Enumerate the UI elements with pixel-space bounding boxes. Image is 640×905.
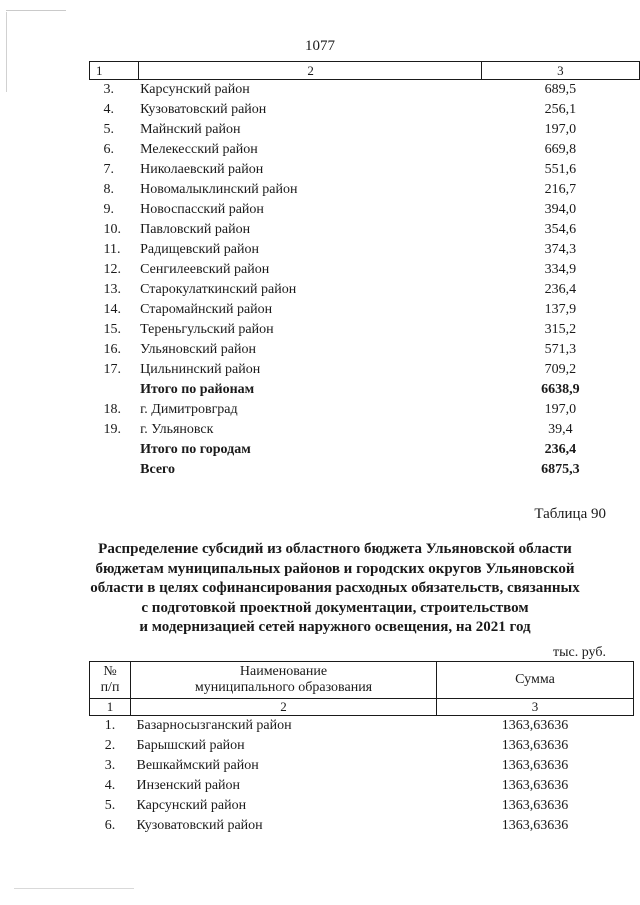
table-row [90, 260, 640, 280]
row-number: 7. [103, 162, 114, 177]
row-value: 1363,63636 [501, 818, 569, 833]
scan-mark [14, 888, 134, 889]
table-row [90, 240, 640, 260]
table-row [90, 460, 640, 480]
row-value: 315,2 [544, 322, 577, 337]
table-header-row [90, 62, 640, 80]
row-number: 3. [104, 758, 116, 773]
row-value: 1363,63636 [501, 758, 569, 773]
table-row [90, 796, 634, 816]
header-sum: Сумма [437, 662, 634, 699]
row-name: Итого по городам [140, 442, 251, 457]
row-value: 197,0 [544, 402, 577, 417]
row-value: 689,5 [544, 82, 577, 97]
row-name: Сенгилеевский район [140, 262, 270, 277]
row-number: 14. [103, 302, 121, 317]
row-number: 17. [103, 362, 121, 377]
table-row [90, 220, 640, 240]
row-name: Кузоватовский район [136, 818, 263, 833]
table-row [90, 420, 640, 440]
header-line: муниципального образования [194, 680, 373, 695]
row-name: Майнский район [140, 122, 241, 137]
row-name: Старокулаткинский район [140, 282, 297, 297]
table-row [90, 160, 640, 180]
row-value: 394,0 [544, 202, 577, 217]
header-col-2: 2 [138, 62, 481, 80]
row-name: г. Ульяновск [140, 422, 214, 437]
table-row [90, 816, 634, 836]
table-row [90, 180, 640, 200]
header-line: № [103, 664, 117, 679]
row-value: 709,2 [544, 362, 577, 377]
row-number: 19. [103, 422, 121, 437]
row-name: Николаевский район [140, 162, 264, 177]
row-value: 354,6 [544, 222, 577, 237]
table-row [90, 120, 640, 140]
row-number: 6. [103, 142, 114, 157]
row-number: 11. [103, 242, 121, 257]
row-name: Цильнинский район [140, 362, 261, 377]
row-name: Карсунский район [136, 798, 247, 813]
table-row [90, 776, 634, 796]
row-name: Радищевский район [140, 242, 259, 257]
table-row [90, 320, 640, 340]
row-name: Итого по районам [140, 382, 255, 397]
row-value: 1363,63636 [501, 778, 569, 793]
row-value: 1363,63636 [501, 798, 569, 813]
row-number: 4. [104, 778, 116, 793]
row-value: 137,9 [544, 302, 577, 317]
table-row [90, 440, 640, 460]
caption-line: с подготовкой проектной документации, строительством [141, 599, 529, 616]
subsidy-table-90 [89, 661, 634, 836]
header-number [90, 662, 131, 699]
header-name [131, 662, 437, 699]
table-row [90, 300, 640, 320]
row-name: Мелекесский район [140, 142, 258, 157]
table-row [90, 140, 640, 160]
subsidy-table-continuation [89, 61, 640, 480]
row-number [90, 440, 139, 460]
table-row [90, 756, 634, 776]
row-value: 669,8 [544, 142, 577, 157]
row-value: 571,3 [544, 342, 577, 357]
row-number: 1. [104, 718, 116, 733]
row-name: Карсунский район [140, 82, 250, 97]
table-row [90, 80, 640, 101]
row-number: 5. [103, 122, 114, 137]
table-body [90, 716, 634, 837]
table-row [90, 100, 640, 120]
row-value: 216,7 [544, 182, 577, 197]
caption-line: Распределение субсидий из областного бюджета Ульяновской области [98, 541, 572, 557]
header-line: Наименование [239, 664, 328, 679]
table-row [90, 280, 640, 300]
row-number: 9. [103, 202, 114, 217]
table-caption [80, 540, 590, 638]
row-number: 18. [103, 402, 121, 417]
row-number [90, 380, 139, 400]
units-label: тыс. руб. [553, 645, 606, 660]
row-name: Новомалыклинский район [140, 182, 298, 197]
row-name: Всего [140, 462, 176, 477]
header-col-1: 1 [90, 62, 139, 80]
caption-line: и модернизацией сетей наружного освещения, на 2021 год [139, 619, 531, 635]
row-name: г. Димитровград [140, 402, 238, 417]
page-number: 1077 [305, 38, 335, 54]
table-label: Таблица 90 [534, 506, 606, 522]
scan-mark [6, 10, 66, 11]
caption-line: области в целях софинансирования расходных обязательств, связанных [90, 580, 580, 596]
row-value: 39,4 [548, 422, 573, 437]
row-number: 4. [103, 102, 114, 117]
row-value: 1363,63636 [501, 738, 569, 753]
row-number: 2. [104, 738, 116, 753]
row-name: Тереньгульский район [140, 322, 274, 337]
row-value: 374,3 [544, 242, 577, 257]
table-row [90, 400, 640, 420]
numbers-col-2: 2 [131, 699, 437, 716]
row-name: Павловский район [140, 222, 251, 237]
table-row [90, 360, 640, 380]
row-number [90, 460, 139, 480]
row-number: 15. [103, 322, 121, 337]
row-value: 551,6 [544, 162, 577, 177]
row-value: 6638,9 [541, 382, 580, 397]
row-value: 6875,3 [541, 462, 580, 477]
table-row [90, 200, 640, 220]
row-name: Инзенский район [136, 778, 241, 793]
row-name: Барышский район [136, 738, 245, 753]
table-row [90, 340, 640, 360]
row-value: 334,9 [544, 262, 577, 277]
row-number: 3. [103, 82, 114, 97]
header-line: п/п [100, 680, 120, 695]
row-number: 8. [103, 182, 114, 197]
row-value: 236,4 [544, 442, 577, 457]
row-value: 256,1 [544, 102, 577, 117]
row-name: Вешкаймский район [136, 758, 259, 773]
header-col-3: 3 [481, 62, 639, 80]
numbers-col-1: 1 [90, 699, 131, 716]
row-number: 5. [104, 798, 116, 813]
scan-mark [6, 12, 7, 92]
row-value: 236,4 [544, 282, 577, 297]
row-name: Новоспасский район [140, 202, 264, 217]
table-row [90, 380, 640, 400]
numbers-col-3: 3 [437, 699, 634, 716]
table-row [90, 736, 634, 756]
table-row [90, 716, 634, 737]
row-name: Кузоватовский район [140, 102, 267, 117]
row-number: 12. [103, 262, 121, 277]
row-name: Базарносызганский район [136, 718, 292, 733]
row-name: Ульяновский район [140, 342, 256, 357]
table-header-row [90, 662, 634, 699]
row-value: 197,0 [544, 122, 577, 137]
caption-line: бюджетам муниципальных районов и городских округов Ульяновской [95, 560, 575, 577]
table-body [90, 80, 640, 481]
table-numbers-row [90, 699, 634, 716]
row-number: 13. [103, 282, 121, 297]
row-number: 6. [104, 818, 116, 833]
row-value: 1363,63636 [501, 718, 569, 733]
row-number: 10. [103, 222, 121, 237]
row-name: Старомайнский район [140, 302, 273, 317]
row-number: 16. [103, 342, 121, 357]
